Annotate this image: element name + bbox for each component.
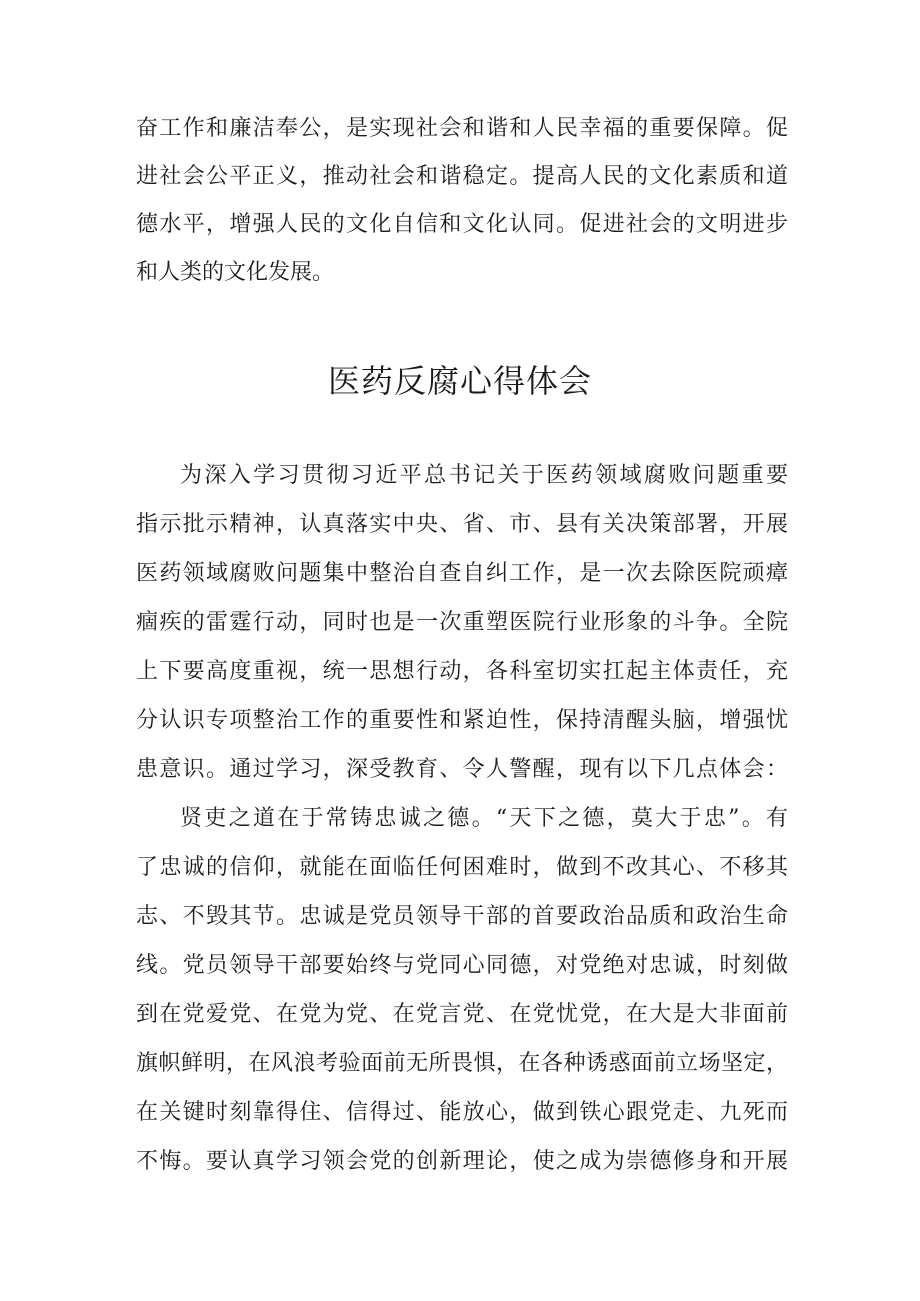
- intro-line: 奋工作和廉洁奉公，是实现社会和谐和人民幸福的重要保障。促: [136, 116, 788, 141]
- para1-line: 痼疾的雷霆行动，同时也是一次重塑医院行业形象的斗争。全院: [136, 610, 788, 635]
- intro-line: 和人类的文化发展。: [136, 260, 335, 285]
- para2-line: 旗帜鲜明，在风浪考验面前无所畏惧，在各种诱惑面前立场坚定，: [136, 1051, 788, 1076]
- para2-line: 在关键时刻靠得住、信得过、能放心，做到铁心跟党走、九死而: [136, 1100, 788, 1125]
- para1-line: 患意识。通过学习，深受教育、令人警醒，现有以下几点体会：: [136, 757, 788, 782]
- para2-line: 志、不毁其节。忠诚是党员领导干部的首要政治品质和政治生命: [136, 904, 788, 929]
- document-title: 医药反腐心得体会: [327, 362, 592, 400]
- para2-line: 了忠诚的信仰，就能在面临任何困难时，做到不改其心、不移其: [136, 855, 788, 880]
- para2-line: 到在党爱党、在党为党、在党言党、在党忧党，在大是大非面前: [136, 1002, 788, 1027]
- para1-line: 为深入学习贯彻习近平总书记关于医药领域腐败问题重要: [180, 463, 788, 488]
- intro-line: 进社会公平正义，推动社会和谐稳定。提高人民的文化素质和道: [136, 164, 788, 189]
- para1-line: 上下要高度重视，统一思想行动，各科室切实扛起主体责任，充: [136, 659, 788, 684]
- para1-line: 分认识专项整治工作的重要性和紧迫性，保持清醒头脑，增强忧: [136, 708, 788, 733]
- para1-line: 指示批示精神，认真落实中央、省、市、县有关决策部署，开展: [136, 512, 788, 537]
- intro-line: 德水平，增强人民的文化自信和文化认同。促进社会的文明进步: [136, 212, 788, 237]
- para1-line: 医药领域腐败问题集中整治自查自纠工作，是一次去除医院顽瘴: [136, 561, 788, 586]
- para2-line: 贤吏之道在于常铸忠诚之德。“天下之德，莫大于忠”。有: [180, 806, 788, 831]
- para2-line: 不悔。要认真学习领会党的创新理论，使之成为崇德修身和开展: [136, 1149, 788, 1174]
- para2-line: 线。党员领导干部要始终与党同心同德，对党绝对忠诚，时刻做: [136, 953, 788, 978]
